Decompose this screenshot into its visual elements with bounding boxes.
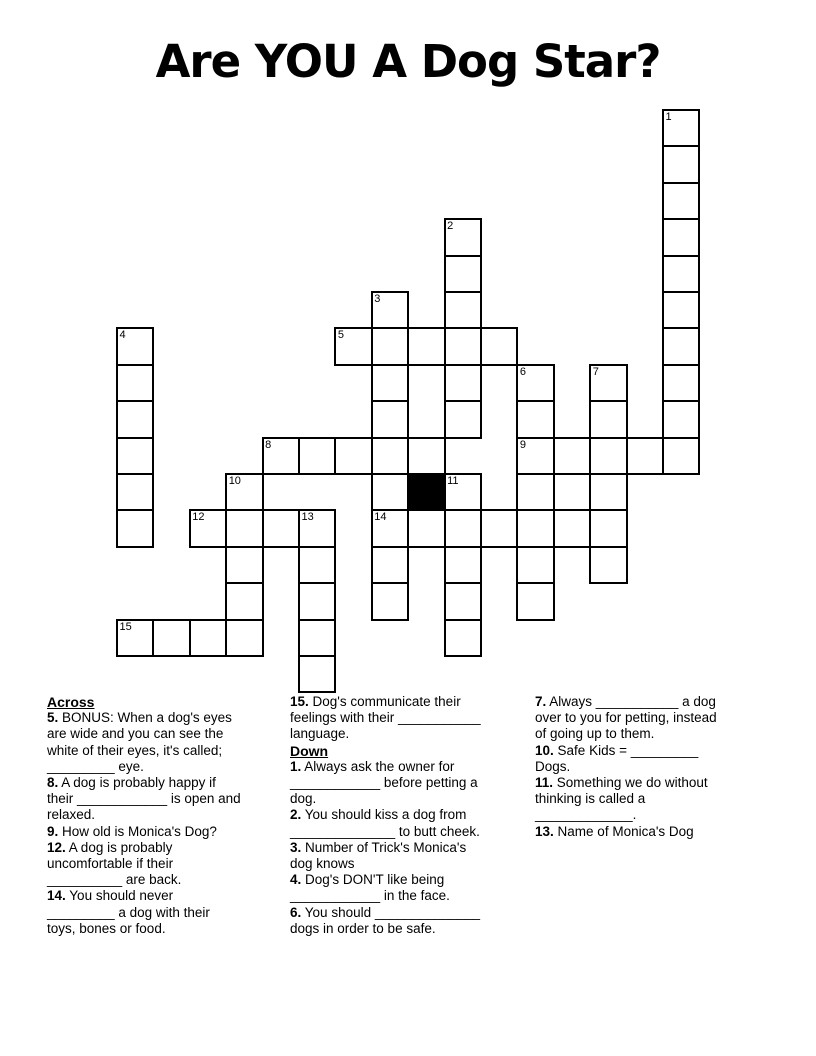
clue-number: 14. — [47, 888, 66, 904]
black-cell — [408, 474, 444, 510]
cell-number-5: 5 — [337, 329, 345, 342]
grid-cell[interactable] — [517, 474, 553, 510]
clue-number: 6. — [290, 904, 302, 920]
clue-number: 3. — [290, 839, 302, 855]
clue-text: Always ask the owner for ____________ before petting a dog. — [290, 758, 478, 807]
clue-text: Always ___________ a dog over to you for petting, instead of going up to them. — [535, 694, 717, 742]
grid-cell[interactable] — [117, 401, 153, 437]
clue-2-down — [290, 807, 535, 839]
cell-number-11: 11 — [447, 475, 459, 487]
clue-3-down — [290, 840, 535, 872]
grid-cell[interactable] — [190, 620, 226, 656]
grid-cell[interactable] — [117, 474, 153, 510]
grid-cell[interactable] — [299, 583, 335, 619]
grid-cell[interactable] — [299, 438, 335, 474]
clue-10-down — [535, 743, 787, 775]
clue-4-down — [290, 872, 535, 904]
clue-text: BONUS: When a dog's eyes are wide and you can see the white of their eyes, it's called; _________ eye. — [47, 710, 232, 774]
clue-number: 9. — [47, 823, 59, 839]
clue-text: A dog is probably uncomfortable if their __________ are back. — [47, 839, 182, 888]
clue-number: 13. — [535, 823, 554, 839]
clues-column-3 — [535, 694, 787, 840]
cell-number-3: 3 — [374, 293, 381, 305]
cell-number-15: 15 — [119, 620, 132, 633]
grid-cell[interactable] — [445, 292, 481, 328]
clue-15-across — [290, 694, 535, 743]
clue-text: Something we do without thinking is called a _____________. — [535, 775, 708, 823]
clue-number: 11. — [535, 775, 554, 791]
cell-number-14: 14 — [374, 511, 387, 524]
grid-cell[interactable] — [117, 438, 153, 474]
clues-column-2 — [290, 694, 535, 937]
clue-8-across — [47, 775, 289, 824]
cell-number-1: 1 — [665, 111, 672, 123]
cell-number-9: 9 — [519, 438, 527, 451]
cell-number-13: 13 — [301, 511, 314, 524]
clue-1-down — [290, 759, 535, 808]
clue-9-across — [47, 824, 289, 840]
grid-cell[interactable] — [445, 547, 481, 583]
grid-cell[interactable] — [517, 547, 553, 583]
grid-cell[interactable] — [372, 583, 408, 619]
grid-cell[interactable] — [663, 328, 699, 364]
grid-cell[interactable] — [445, 510, 481, 546]
cell-number-2: 2 — [447, 220, 454, 233]
grid-cell[interactable] — [445, 365, 481, 401]
clue-11-down — [535, 775, 787, 824]
across-heading: Across — [47, 694, 95, 710]
clue-text: Number of Trick's Monica's dog knows — [290, 839, 467, 872]
grid-cell[interactable] — [445, 256, 481, 292]
grid-cell[interactable] — [408, 510, 444, 546]
clue-number: 2. — [290, 807, 302, 823]
grid-cell[interactable] — [627, 438, 663, 474]
clue-text: Dog's DON'T like being ____________ in the face. — [290, 872, 450, 904]
cell-number-6: 6 — [519, 365, 527, 378]
grid-cell[interactable] — [372, 438, 408, 474]
grid-cell[interactable] — [226, 620, 262, 656]
grid-cell[interactable] — [663, 219, 699, 255]
clue-number: 10. — [535, 742, 554, 758]
clue-7-down — [535, 694, 787, 743]
grid-cell[interactable] — [445, 401, 481, 437]
grid-cell[interactable] — [445, 620, 481, 656]
clue-number: 8. — [47, 775, 59, 791]
grid-cell[interactable] — [408, 438, 444, 474]
clue-number: 5. — [47, 710, 59, 726]
grid-cell[interactable] — [481, 510, 517, 546]
cell-number-4: 4 — [119, 329, 126, 342]
grid-cell[interactable] — [372, 401, 408, 437]
cell-number-10: 10 — [228, 475, 241, 487]
grid-cell[interactable] — [663, 438, 699, 474]
grid-cell[interactable] — [445, 583, 481, 619]
grid-cell[interactable] — [263, 510, 299, 546]
clue-text: You should ______________ dogs in order to be safe. — [290, 904, 480, 936]
clue-5-across — [47, 710, 289, 775]
clue-text: Dog's communicate their feelings with their ___________ language. — [290, 694, 481, 742]
grid-cell[interactable] — [117, 365, 153, 401]
clue-text: A dog is probably happy if their ____________ is open and relaxed. — [47, 775, 241, 823]
clue-text: How old is Monica's Dog? — [62, 823, 217, 839]
down-heading: Down — [290, 742, 329, 759]
grid-cell[interactable] — [663, 146, 699, 182]
grid-cell[interactable] — [663, 256, 699, 292]
grid-cell[interactable] — [226, 547, 262, 583]
cell-number-7: 7 — [592, 365, 599, 378]
grid-cell[interactable] — [372, 328, 408, 364]
clue-number: 1. — [290, 758, 302, 774]
grid-cell[interactable] — [481, 328, 517, 364]
cell-number-12: 12 — [192, 511, 205, 524]
cell-number-8: 8 — [265, 438, 272, 451]
grid-cell[interactable] — [663, 183, 699, 219]
grid-cell[interactable] — [663, 292, 699, 328]
grid-cell[interactable] — [299, 656, 335, 692]
grid-cell[interactable] — [226, 510, 262, 546]
grid-cell[interactable] — [590, 510, 626, 546]
clue-text: Name of Monica's Dog — [557, 823, 694, 839]
grid-cell[interactable] — [663, 365, 699, 401]
grid-cell[interactable] — [299, 547, 335, 583]
grid-cell[interactable] — [517, 401, 553, 437]
clue-number: 15. — [290, 694, 309, 709]
grid-cell[interactable] — [153, 620, 189, 656]
grid-cell[interactable] — [299, 620, 335, 656]
grid-cell[interactable] — [445, 328, 481, 364]
clue-text: Safe Kids = _________ Dogs. — [535, 742, 699, 774]
grid-cell[interactable] — [554, 438, 590, 474]
grid-cell[interactable] — [517, 583, 553, 619]
grid-cell[interactable] — [663, 401, 699, 437]
clues-column-1 — [47, 694, 289, 937]
clue-number: 7. — [535, 694, 547, 709]
grid-cell[interactable] — [590, 401, 626, 437]
grid-cell[interactable] — [117, 510, 153, 546]
grid-cell[interactable] — [226, 583, 262, 619]
clue-14-across — [47, 888, 289, 937]
clue-text: You should never _________ a dog with their toys, bones or food. — [47, 888, 210, 936]
grid-cell[interactable] — [372, 547, 408, 583]
grid-cell[interactable] — [335, 438, 371, 474]
grid-cell[interactable] — [372, 474, 408, 510]
clue-6-down — [290, 905, 535, 937]
grid-cell[interactable] — [590, 474, 626, 510]
clue-12-across — [47, 840, 289, 889]
grid-cell[interactable] — [554, 510, 590, 546]
grid-cell[interactable] — [517, 510, 553, 546]
grid-cell[interactable] — [408, 328, 444, 364]
grid-cell[interactable] — [590, 547, 626, 583]
grid-cell[interactable] — [372, 365, 408, 401]
clue-number: 4. — [290, 872, 302, 888]
grid-cell[interactable] — [590, 438, 626, 474]
clue-13-down — [535, 824, 787, 840]
clue-text: You should kiss a dog from ______________ to butt cheek. — [290, 807, 480, 839]
puzzle-title: Are YOU A Dog Star? — [155, 35, 661, 88]
clue-number: 12. — [47, 839, 66, 855]
